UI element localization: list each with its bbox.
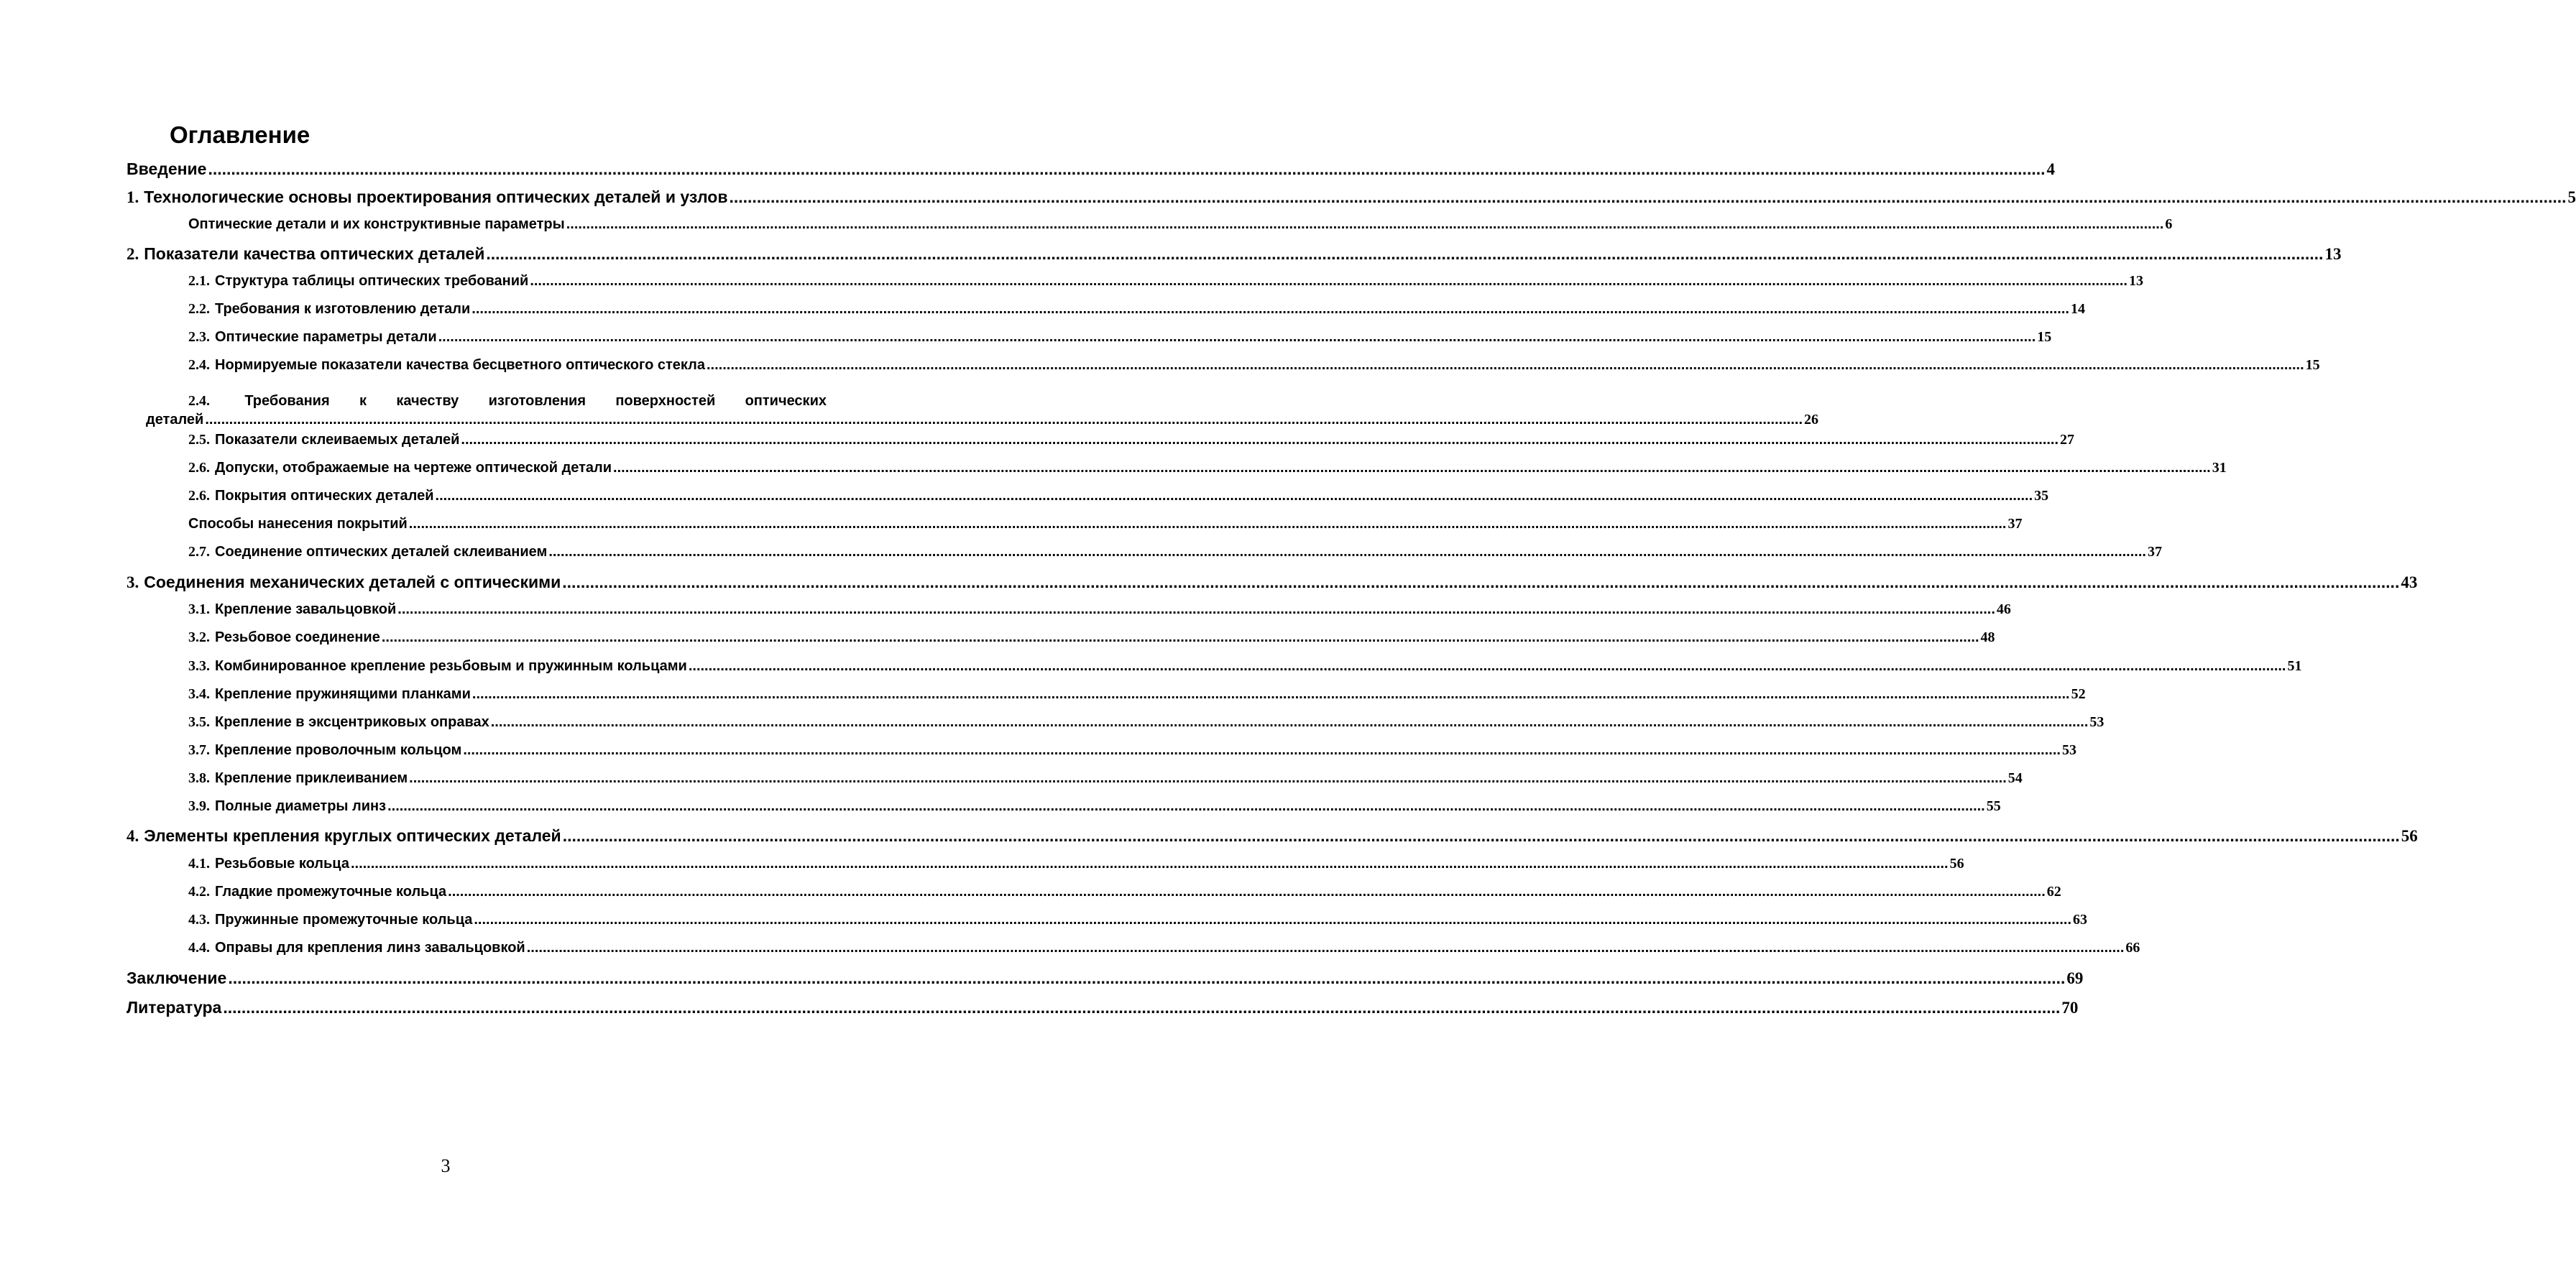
toc-leader-dots: ................................................................................................................................................................................................................................................................................................................................................................................................................ xyxy=(530,273,2128,289)
toc-entry-title: Технологические основы проектирования оптических деталей и узлов xyxy=(144,188,728,206)
toc-entry-page: 56 xyxy=(1949,856,1964,872)
toc-entry-number: 3.2. xyxy=(188,629,210,645)
toc-entry-number: 3.1. xyxy=(188,601,210,617)
toc-entry-page: 53 xyxy=(2089,714,2104,730)
toc-entry-page: 54 xyxy=(2007,770,2023,786)
toc-entry-number: 4.3. xyxy=(188,912,210,928)
toc-entry[interactable] xyxy=(188,488,2049,504)
toc-leader-dots: ................................................................................................................................................................................................................................................................................................................................................................................................................ xyxy=(408,516,2007,532)
toc-entry-page: 15 xyxy=(2037,329,2052,345)
toc-leader-dots: ................................................................................................................................................................................................................................................................................................................................................................................................................ xyxy=(562,573,2400,591)
toc-entry-title: Способы нанесения покрытий xyxy=(188,516,408,532)
toc-entry[interactable] xyxy=(188,714,2104,731)
toc-entry-number: 2. xyxy=(126,245,139,263)
toc-leader-dots: ................................................................................................................................................................................................................................................................................................................................................................................................................ xyxy=(706,357,2304,373)
toc-entry-page: 5 xyxy=(2567,188,2576,206)
toc-entry[interactable] xyxy=(188,629,1995,646)
toc-entry-number: 2.3. xyxy=(188,329,210,345)
toc-entry-number: 3.5. xyxy=(188,714,210,730)
toc-entry-title: Крепление пружинящими планками xyxy=(215,686,471,702)
toc-leader-dots: ................................................................................................................................................................................................................................................................................................................................................................................................................ xyxy=(562,826,2400,845)
toc-entry-page: 4 xyxy=(2046,160,2056,178)
toc-entry-number: 4.4. xyxy=(188,940,210,956)
toc-entry[interactable] xyxy=(188,856,1964,872)
toc-leader-dots: ................................................................................................................................................................................................................................................................................................................................................................................................................ xyxy=(472,686,2070,702)
toc-entry-title: Крепление в эксцентриковых оправах xyxy=(215,714,489,730)
toc-entry-page: 27 xyxy=(2060,432,2075,448)
toc-leader-dots: ................................................................................................................................................................................................................................................................................................................................................................................................................ xyxy=(463,742,2061,758)
toc-leader-dots: ................................................................................................................................................................................................................................................................................................................................................................................................................ xyxy=(409,770,2007,786)
toc-entry-page: 37 xyxy=(2007,516,2023,532)
toc-leader-dots: ................................................................................................................................................................................................................................................................................................................................................................................................................ xyxy=(474,912,2072,928)
toc-leader-dots: ................................................................................................................................................................................................................................................................................................................................................................................................................ xyxy=(486,244,2324,263)
toc-entry[interactable] xyxy=(188,912,2088,928)
toc-entry-page: 37 xyxy=(2147,544,2162,560)
toc-entry-number: 1. xyxy=(126,188,139,206)
toc-entry-title: Оптические детали и их конструктивные параметры xyxy=(188,216,565,232)
toc-entry-number: 2.4. xyxy=(188,357,210,373)
toc-leader-dots: ................................................................................................................................................................................................................................................................................................................................................................................................................ xyxy=(461,432,2059,448)
toc-entry[interactable] xyxy=(188,460,2227,476)
toc-entry-title: Резьбовое соединение xyxy=(215,629,380,645)
toc-entry-word: Требования xyxy=(244,393,330,409)
toc-entry[interactable] xyxy=(188,884,2061,900)
toc-entry-page: 70 xyxy=(2061,999,2079,1017)
toc-entry-title: Показатели склеиваемых деталей xyxy=(215,432,460,448)
toc-entry-title: Комбинированное крепление резьбовым и пружинным кольцами xyxy=(215,658,687,674)
toc-leader-dots: ................................................................................................................................................................................................................................................................................................................................................................................................................ xyxy=(381,629,1979,645)
toc-leader-dots: ................................................................................................................................................................................................................................................................................................................................................................................................................ xyxy=(438,329,2036,345)
toc-entry-title: Введение xyxy=(126,160,207,178)
toc-entry[interactable] xyxy=(188,544,2162,560)
toc-entry-page: 51 xyxy=(2287,658,2302,674)
toc-entry-title: Покрытия оптических деталей xyxy=(215,488,434,504)
toc-entry-page: 43 xyxy=(2401,573,2418,591)
toc-entry[interactable] xyxy=(188,686,2086,703)
toc-entry[interactable] xyxy=(188,393,827,410)
toc-entry-title: Заключение xyxy=(126,969,227,987)
toc-entry-title: Элементы крепления круглых оптических деталей xyxy=(144,826,561,845)
toc-entry-page: 52 xyxy=(2071,686,2086,702)
toc-entry-word: к xyxy=(359,393,367,409)
toc-entry-title: Резьбовые кольца xyxy=(215,856,349,872)
toc-leader-dots: ................................................................................................................................................................................................................................................................................................................................................................................................................ xyxy=(729,188,2567,206)
toc-entry-page: 53 xyxy=(2061,742,2076,758)
toc-entry[interactable] xyxy=(188,432,2075,448)
toc-entry[interactable] xyxy=(126,244,2342,264)
toc-entry[interactable] xyxy=(126,160,2056,179)
toc-entry-page: 13 xyxy=(2324,245,2342,263)
toc-entry-number: 4. xyxy=(126,827,139,845)
toc-entry-page: 48 xyxy=(1980,629,1995,645)
page-number: 3 xyxy=(441,1155,451,1176)
toc-entry-title: Оправы для крепления линз завальцовкой xyxy=(215,940,525,956)
toc-entry[interactable] xyxy=(126,826,2418,846)
toc-entry-word: изготовления xyxy=(488,393,586,409)
toc-entry[interactable] xyxy=(188,940,2140,956)
toc-entry-page: 31 xyxy=(2212,460,2227,476)
toc-entry-page: 35 xyxy=(2034,488,2049,504)
toc-leader-dots: ................................................................................................................................................................................................................................................................................................................................................................................................................ xyxy=(490,714,2089,730)
toc-leader-dots: ................................................................................................................................................................................................................................................................................................................................................................................................................ xyxy=(205,412,1803,428)
toc-entry-title: Полные диаметры линз xyxy=(215,798,387,814)
toc-entry-page: 15 xyxy=(2305,357,2320,373)
toc-entry-word: поверхностей xyxy=(615,393,716,409)
toc-leader-dots: ................................................................................................................................................................................................................................................................................................................................................................................................................ xyxy=(435,488,2033,504)
toc-entry-title: Гладкие промежуточные кольца xyxy=(215,884,447,900)
toc-entry-number: 2.4. xyxy=(188,393,210,409)
toc-entry-word: качеству xyxy=(396,393,459,409)
toc-entry-number: 2.7. xyxy=(188,544,210,560)
toc-entry-title: Показатели качества оптических деталей xyxy=(144,244,485,263)
toc-leader-dots: ................................................................................................................................................................................................................................................................................................................................................................................................................ xyxy=(223,998,2061,1017)
toc-entry-title: Соединения механических деталей с оптическими xyxy=(144,573,561,591)
toc-entry[interactable] xyxy=(126,969,2084,988)
toc-leader-dots: ................................................................................................................................................................................................................................................................................................................................................................................................................ xyxy=(350,856,1949,872)
toc-entry-title: Пружинные промежуточные кольца xyxy=(215,912,473,928)
toc-entry-title: Оптические параметры детали xyxy=(215,329,437,345)
toc-entry-page: 6 xyxy=(2165,216,2173,232)
toc-entry[interactable] xyxy=(126,573,2418,592)
toc-entry[interactable] xyxy=(188,357,2320,374)
toc-entry-title: Крепление завальцовкой xyxy=(215,601,397,617)
toc-entry-number: 2.1. xyxy=(188,273,210,289)
toc-entry-page: 69 xyxy=(2066,969,2084,987)
toc-entry-word: оптических xyxy=(745,393,827,409)
page-title: Оглавление xyxy=(170,121,310,148)
toc-entry[interactable] xyxy=(126,188,2576,207)
toc-entry-number: 3.7. xyxy=(188,742,210,758)
toc-leader-dots: ................................................................................................................................................................................................................................................................................................................................................................................................................ xyxy=(613,460,2211,476)
toc-entry-title: Крепление проволочным кольцом xyxy=(215,742,462,758)
toc-leader-dots: ................................................................................................................................................................................................................................................................................................................................................................................................................ xyxy=(526,940,2125,956)
toc-leader-dots: ................................................................................................................................................................................................................................................................................................................................................................................................................ xyxy=(228,969,2066,987)
toc-leader-dots: ................................................................................................................................................................................................................................................................................................................................................................................................................ xyxy=(688,658,2286,674)
toc-entry[interactable] xyxy=(188,742,2076,759)
toc-entry-title: Допуски, отображаемые на чертеже оптической детали xyxy=(215,460,612,476)
toc-entry[interactable] xyxy=(188,658,2302,675)
toc-leader-dots: ................................................................................................................................................................................................................................................................................................................................................................................................................ xyxy=(387,798,1985,814)
toc-entry-page: 46 xyxy=(1996,601,2011,617)
toc-leader-dots: ................................................................................................................................................................................................................................................................................................................................................................................................................ xyxy=(397,601,1995,617)
toc-entry-number: 2.5. xyxy=(188,432,210,448)
toc-leader-dots: ................................................................................................................................................................................................................................................................................................................................................................................................................ xyxy=(472,301,2069,317)
toc-leader-dots: ................................................................................................................................................................................................................................................................................................................................................................................................................ xyxy=(208,160,2046,178)
toc-entry[interactable] xyxy=(188,216,2173,233)
toc-entry-number: 3.8. xyxy=(188,770,210,786)
toc-entry[interactable] xyxy=(188,273,2143,290)
toc-entry-number: 3. xyxy=(126,573,139,591)
toc-entry-page: 13 xyxy=(2128,273,2143,289)
toc-entry-title: Крепление приклеиванием xyxy=(215,770,408,786)
toc-leader-dots: ................................................................................................................................................................................................................................................................................................................................................................................................................ xyxy=(448,884,2046,900)
toc-entry[interactable] xyxy=(188,329,2052,346)
toc-entry-title: деталей xyxy=(146,412,204,428)
toc-entry-page: 55 xyxy=(1986,798,2001,814)
toc-entry-title: Нормируемые показатели качества бесцветного оптического стекла xyxy=(215,357,705,373)
toc-entry-number: 4.1. xyxy=(188,856,210,872)
toc-entry-page: 62 xyxy=(2046,884,2061,900)
toc-entry-number: 2.6. xyxy=(188,488,210,504)
toc-entry-title: Структура таблицы оптических требований xyxy=(215,273,529,289)
toc-entry-number: 3.3. xyxy=(188,658,210,674)
toc-entry-page: 66 xyxy=(2125,940,2140,956)
toc-entry-number: 2.6. xyxy=(188,460,210,476)
toc-entry-page: 14 xyxy=(2070,301,2085,317)
toc-entry-page: 63 xyxy=(2073,912,2088,928)
toc-entry[interactable] xyxy=(126,998,2079,1017)
toc-entry-number: 3.9. xyxy=(188,798,210,814)
toc-entry-title: Литература xyxy=(126,998,222,1017)
toc-entry[interactable] xyxy=(188,301,2085,318)
toc-entry-page: 56 xyxy=(2401,827,2418,845)
toc-entry[interactable] xyxy=(188,516,2023,532)
toc-leader-dots: ................................................................................................................................................................................................................................................................................................................................................................................................................ xyxy=(548,544,2146,560)
toc-entry[interactable] xyxy=(188,798,2001,815)
toc-entry-number: 4.2. xyxy=(188,884,210,900)
toc-entry-title: Соединение оптических деталей склеиванием xyxy=(215,544,548,560)
toc-entry-continuation[interactable] xyxy=(146,412,1818,428)
toc-entry[interactable] xyxy=(188,770,2023,787)
toc-leader-dots: ................................................................................................................................................................................................................................................................................................................................................................................................................ xyxy=(566,216,2164,232)
toc-entry[interactable] xyxy=(188,601,2011,618)
toc-entry-number: 2.2. xyxy=(188,301,210,317)
toc-entry-page: 26 xyxy=(1804,412,1818,428)
toc-entry-title: Требования к изготовлению детали xyxy=(215,301,471,317)
toc-entry-number: 3.4. xyxy=(188,686,210,702)
